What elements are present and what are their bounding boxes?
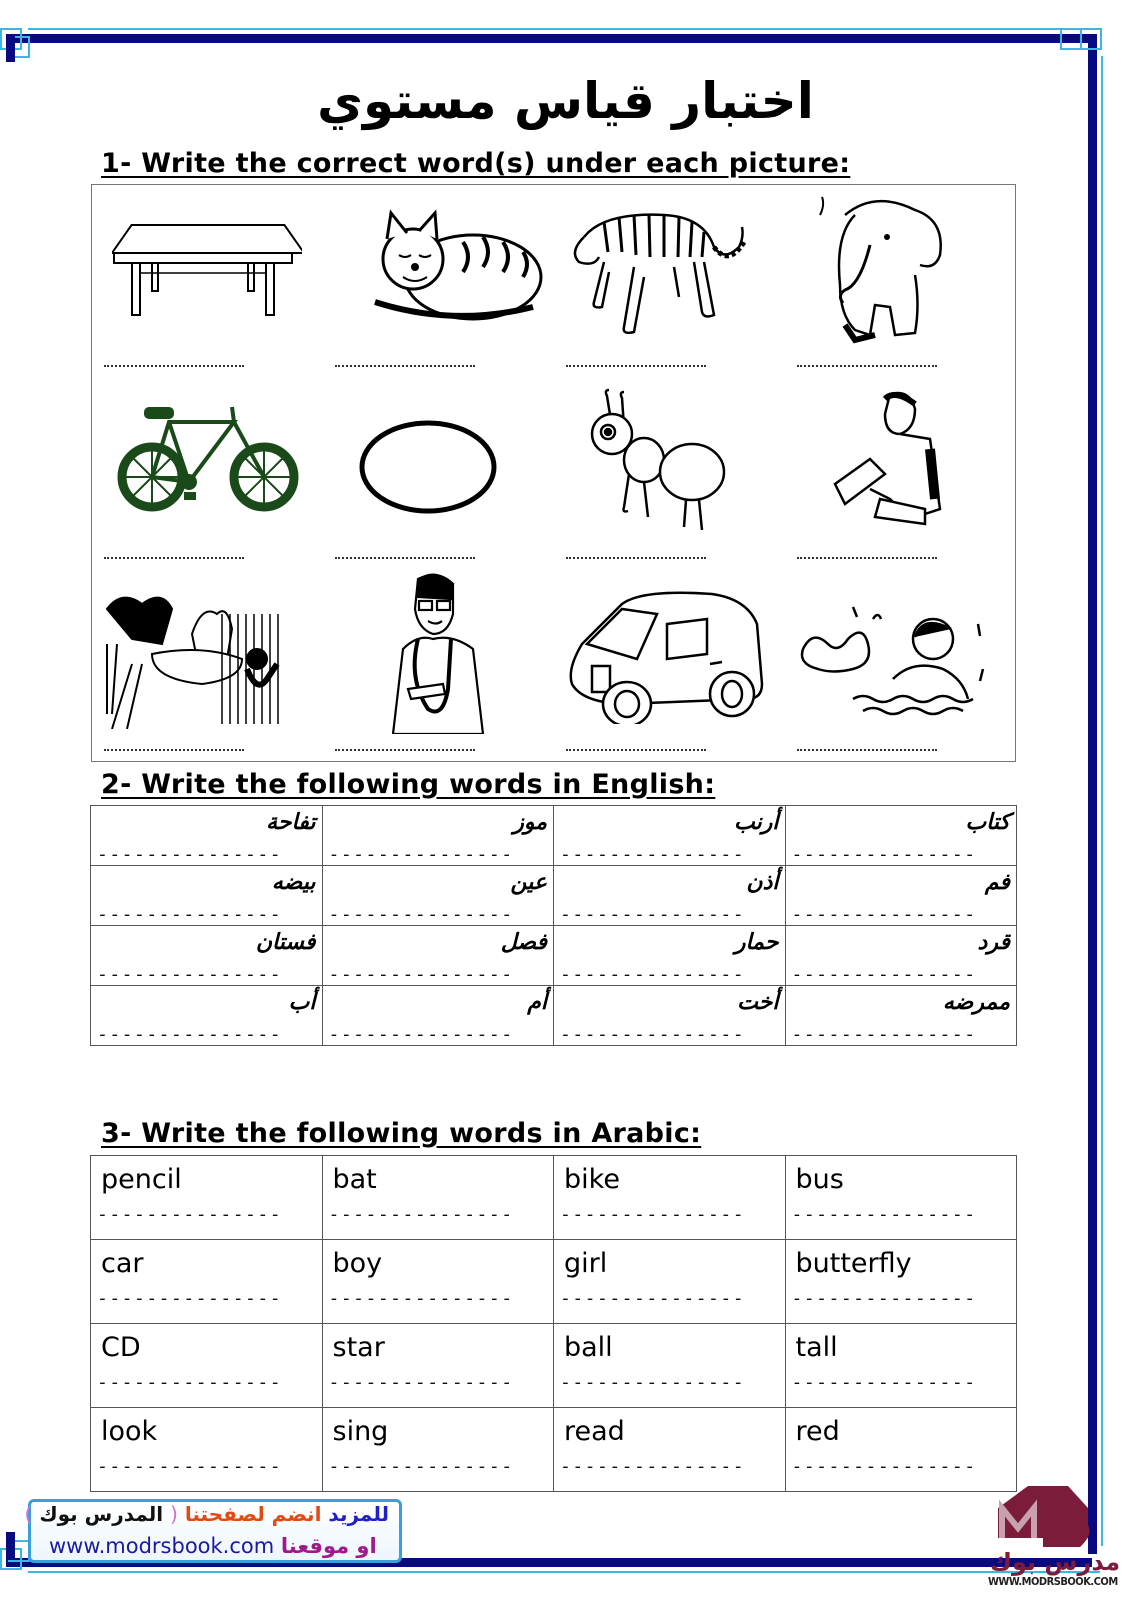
word-cell[interactable]	[322, 806, 554, 866]
answer-line[interactable]: ---------------	[328, 1204, 514, 1225]
page-title: اختبار قياس مستوي	[317, 72, 814, 130]
corner-ornament-top-left	[6, 34, 15, 62]
answer-line[interactable]: ---------------	[97, 1456, 283, 1477]
page-border-top-thin	[28, 28, 1100, 30]
answer-line[interactable]: ---------------	[791, 1024, 977, 1045]
word-cell[interactable]	[322, 986, 554, 1046]
page-border-bottom-thin	[28, 1571, 1100, 1573]
arabic-word: أخت	[737, 990, 779, 1015]
english-word: look	[101, 1416, 158, 1447]
answer-line[interactable]	[797, 749, 937, 751]
banner-more-text: للمزيد	[328, 1502, 389, 1526]
word-cell[interactable]	[322, 926, 554, 986]
answer-line[interactable]: ---------------	[791, 1204, 977, 1225]
english-word: boy	[332, 1248, 383, 1279]
answer-line[interactable]	[335, 557, 475, 559]
english-word: star	[332, 1332, 385, 1363]
carpenter-icon	[830, 389, 960, 529]
table-row	[91, 806, 1017, 866]
arabic-word: فستان	[255, 930, 316, 955]
answer-line[interactable]: ---------------	[560, 844, 746, 865]
english-words-table	[90, 805, 1017, 1046]
answer-line[interactable]: ---------------	[328, 964, 514, 985]
answer-line[interactable]: ---------------	[560, 1024, 746, 1045]
answer-line[interactable]: ---------------	[328, 904, 514, 925]
arabic-word: ممرضه	[942, 990, 1010, 1015]
word-cell[interactable]	[554, 1156, 786, 1240]
answer-line[interactable]: ---------------	[328, 1024, 514, 1045]
english-word: bus	[795, 1164, 844, 1195]
english-word: pencil	[101, 1164, 182, 1195]
word-cell[interactable]	[91, 1324, 323, 1408]
answer-line[interactable]: ---------------	[97, 1024, 283, 1045]
banner-page-name: المدرس بوك	[39, 1502, 164, 1526]
banner-site-line	[49, 1534, 377, 1558]
arabic-word: موز	[513, 810, 547, 835]
picture-cell	[92, 569, 323, 761]
banner-url-link[interactable]: www.modrsbook.com	[49, 1534, 275, 1558]
word-cell[interactable]	[554, 806, 786, 866]
section-3-heading: 3- Write the following words in Arabic:	[101, 1118, 702, 1149]
picture-cell	[554, 185, 785, 377]
word-cell[interactable]	[554, 1240, 786, 1324]
word-cell[interactable]	[554, 866, 786, 926]
promo-banner[interactable]	[24, 1499, 402, 1563]
answer-line[interactable]: ---------------	[97, 964, 283, 985]
section-1-heading: 1- Write the correct word(s) under each picture:	[101, 148, 851, 179]
word-cell[interactable]	[554, 1408, 786, 1492]
answer-line[interactable]	[566, 749, 706, 751]
english-word: car	[101, 1248, 144, 1279]
tiger-icon	[564, 207, 764, 337]
word-cell[interactable]	[91, 926, 323, 986]
picture-cell	[554, 377, 785, 569]
answer-line[interactable]	[797, 365, 937, 367]
answer-line[interactable]: ---------------	[560, 1456, 746, 1477]
english-word: butterfly	[795, 1248, 912, 1279]
word-cell[interactable]	[91, 1240, 323, 1324]
answer-line[interactable]: ---------------	[97, 1372, 283, 1393]
arabic-word: حمار	[734, 930, 779, 955]
answer-line[interactable]: ---------------	[791, 964, 977, 985]
answer-line[interactable]: ---------------	[328, 1372, 514, 1393]
arabic-words-table	[90, 1155, 1017, 1492]
answer-line[interactable]	[335, 365, 475, 367]
answer-line[interactable]	[104, 557, 244, 559]
corner-ornament-bottom-left	[6, 1532, 15, 1560]
arabic-word: أرنب	[734, 810, 779, 835]
word-cell[interactable]	[322, 1408, 554, 1492]
arabic-word: فم	[984, 870, 1010, 895]
english-word: bat	[332, 1164, 377, 1195]
answer-line[interactable]	[104, 365, 244, 367]
answer-line[interactable]	[566, 557, 706, 559]
van-icon	[562, 584, 772, 724]
english-word: bike	[564, 1164, 620, 1195]
banner-join-page-text: انضم لصفحتنا	[184, 1502, 322, 1526]
picture-cell	[323, 569, 554, 761]
answer-line[interactable]: ---------------	[328, 1456, 514, 1477]
answer-line[interactable]	[335, 749, 475, 751]
word-cell[interactable]	[91, 1408, 323, 1492]
word-cell[interactable]	[554, 986, 786, 1046]
banner-paren: )	[24, 1502, 33, 1526]
word-cell[interactable]	[554, 1324, 786, 1408]
picture-grid-box	[91, 184, 1016, 762]
table-icon	[112, 195, 302, 325]
answer-line[interactable]: ---------------	[328, 844, 514, 865]
english-word: read	[564, 1416, 625, 1447]
word-cell[interactable]	[322, 866, 554, 926]
picture-cell	[323, 377, 554, 569]
word-cell[interactable]	[785, 866, 1017, 926]
picture-cell	[554, 569, 785, 761]
word-cell[interactable]	[322, 1324, 554, 1408]
answer-line[interactable]: ---------------	[791, 1288, 977, 1309]
ant-icon	[584, 382, 734, 532]
logo-url-text: WWW.MODRSBOOK.COM	[988, 1575, 1118, 1588]
word-cell[interactable]	[322, 1240, 554, 1324]
banner-or-site-text: او موقعنا	[280, 1534, 377, 1558]
answer-line[interactable]: ---------------	[560, 1288, 746, 1309]
table-row	[91, 926, 1017, 986]
english-word: CD	[101, 1332, 141, 1363]
answer-line[interactable]: ---------------	[791, 844, 977, 865]
answer-line[interactable]: ---------------	[560, 1204, 746, 1225]
banner-paren: (	[170, 1502, 178, 1526]
word-cell[interactable]	[785, 1240, 1017, 1324]
english-word: sing	[332, 1416, 389, 1447]
picture-cell	[785, 569, 1016, 761]
corner-ornament-top-right	[1060, 28, 1082, 50]
answer-line[interactable]: ---------------	[791, 1456, 977, 1477]
english-word: ball	[564, 1332, 613, 1363]
section-2-heading: 2- Write the following words in English:	[101, 769, 716, 800]
answer-line[interactable]: ---------------	[791, 904, 977, 925]
picture-cell	[785, 377, 1016, 569]
arabic-word: عين	[510, 870, 547, 895]
arabic-word: قرد	[977, 930, 1010, 955]
word-cell[interactable]	[785, 926, 1017, 986]
corner-ornament-top-right	[1080, 28, 1102, 50]
arabic-word: كتاب	[965, 810, 1010, 835]
elephant-icon	[815, 195, 955, 345]
bicycle-icon	[114, 402, 304, 522]
word-cell[interactable]	[785, 986, 1017, 1046]
answer-line[interactable]	[797, 557, 937, 559]
answer-line[interactable]: ---------------	[791, 1372, 977, 1393]
answer-line[interactable]: ---------------	[560, 904, 746, 925]
picture-cell	[785, 185, 1016, 377]
answer-line[interactable]: ---------------	[560, 1372, 746, 1393]
word-cell[interactable]	[91, 866, 323, 926]
page-border-right	[1088, 34, 1097, 1554]
page-border-right-thin	[1101, 56, 1103, 1546]
picture-cell	[92, 377, 323, 569]
word-cell[interactable]	[785, 1156, 1017, 1240]
table-row	[91, 1324, 1017, 1408]
arabic-word: بيضه	[271, 870, 316, 895]
arabic-word: تفاحة	[266, 810, 316, 835]
word-cell[interactable]	[91, 986, 323, 1046]
table-row	[91, 1240, 1017, 1324]
answer-line[interactable]: ---------------	[97, 844, 283, 865]
word-cell[interactable]	[785, 1408, 1017, 1492]
word-cell[interactable]	[91, 806, 323, 866]
table-row	[91, 1408, 1017, 1492]
page-border-top	[6, 34, 1092, 43]
arabic-word: أم	[527, 990, 547, 1015]
table-row	[91, 866, 1017, 926]
word-cell[interactable]	[785, 806, 1017, 866]
swimmer-icon	[793, 599, 993, 719]
logo-arabic-text: مدرس بوك	[990, 1548, 1121, 1576]
banner-join-text	[25, 1502, 389, 1526]
word-cell[interactable]	[91, 1156, 323, 1240]
table-row	[91, 986, 1017, 1046]
cat-icon	[363, 207, 553, 327]
answer-line[interactable]: ---------------	[97, 1204, 283, 1225]
answer-line[interactable]: ---------------	[97, 904, 283, 925]
zoo-icon	[102, 584, 302, 729]
word-cell[interactable]	[554, 926, 786, 986]
table-row	[91, 1156, 1017, 1240]
english-word: girl	[564, 1248, 608, 1279]
answer-line[interactable]: ---------------	[97, 1288, 283, 1309]
arabic-word: أذن	[746, 870, 779, 895]
circle-icon	[358, 412, 508, 522]
answer-line[interactable]: ---------------	[560, 964, 746, 985]
english-word: tall	[795, 1332, 838, 1363]
word-cell[interactable]	[785, 1324, 1017, 1408]
answer-line[interactable]: ---------------	[328, 1288, 514, 1309]
picture-cell	[323, 185, 554, 377]
arabic-word: فصل	[500, 930, 547, 955]
answer-line[interactable]	[566, 365, 706, 367]
english-word: red	[795, 1416, 840, 1447]
answer-line[interactable]	[104, 749, 244, 751]
arabic-word: أب	[288, 990, 316, 1015]
doctor-icon	[373, 569, 503, 734]
picture-cell	[92, 185, 323, 377]
word-cell[interactable]	[322, 1156, 554, 1240]
